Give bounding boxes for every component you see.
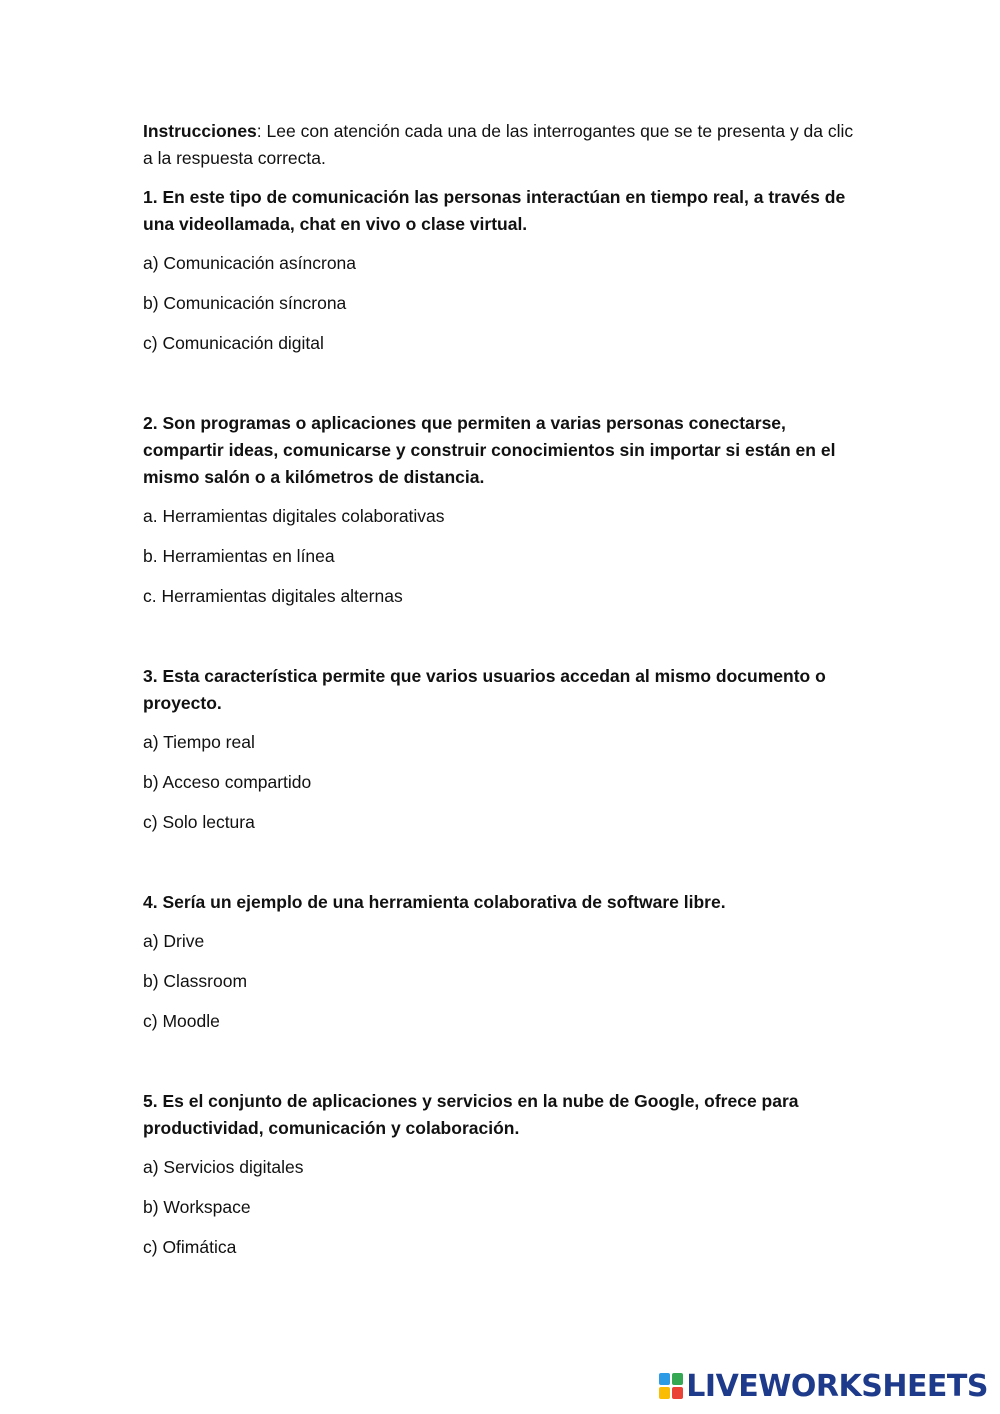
logo-tile [672, 1373, 683, 1385]
question-text: 2. Son programas o aplicaciones que permiten a varias personas conectarse, compartir ideas, comunicarse y construir conocimientos sin importar si están en el mismo salón o a kilómetros de distancia. [143, 413, 836, 487]
question-3 [143, 663, 863, 836]
answer-option[interactable]: b) Comunicación síncrona [143, 293, 347, 313]
question-1 [143, 184, 863, 357]
logo-tile [659, 1387, 670, 1399]
answer-option[interactable]: c. Herramientas digitales alternas [143, 586, 403, 606]
answer-option[interactable]: c) Moodle [143, 1011, 220, 1031]
answer-option[interactable]: a) Tiempo real [143, 732, 255, 752]
question-5 [143, 1088, 863, 1261]
question-2 [143, 410, 863, 610]
logo-tile [659, 1373, 670, 1385]
instructions-lead: Instrucciones [143, 121, 257, 141]
question-text: 3. Esta característica permite que varios usuarios accedan al mismo documento o proyecto. [143, 666, 826, 713]
question-text: 1. En este tipo de comunicación las personas interactúan en tiempo real, a través de una videollamada, chat en vivo o clase virtual. [143, 187, 846, 234]
answer-option[interactable]: a) Drive [143, 931, 205, 951]
answer-option[interactable]: a) Servicios digitales [143, 1157, 304, 1177]
question-text: 5. Es el conjunto de aplicaciones y servicios en la nube de Google, ofrece para productividad, comunicación y colaboración. [143, 1091, 799, 1138]
answer-option[interactable]: b) Workspace [143, 1197, 251, 1217]
worksheet-page [143, 118, 863, 1274]
liveworksheets-brand[interactable] [659, 1368, 988, 1404]
answer-option[interactable]: a. Herramientas digitales colaborativas [143, 506, 445, 526]
answer-option[interactable]: c) Solo lectura [143, 812, 255, 832]
instructions-text: : Lee con atención cada una de las interrogantes que se te presenta y da clic a la respuesta correcta. [143, 121, 854, 168]
question-text: 4. Sería un ejemplo de una herramienta colaborativa de software libre. [143, 892, 726, 912]
answer-option[interactable]: b. Herramientas en línea [143, 546, 335, 566]
answer-option[interactable]: b) Acceso compartido [143, 772, 312, 792]
instructions [143, 118, 863, 172]
answer-option[interactable]: b) Classroom [143, 971, 248, 991]
answer-option[interactable]: c) Comunicación digital [143, 333, 324, 353]
answer-option[interactable]: c) Ofimática [143, 1237, 237, 1257]
liveworksheets-logo-icon [659, 1373, 683, 1399]
brand-name: LIVEWORKSHEETS [686, 1368, 988, 1404]
question-4 [143, 889, 863, 1035]
answer-option[interactable]: a) Comunicación asíncrona [143, 253, 357, 273]
logo-tile [672, 1387, 683, 1399]
